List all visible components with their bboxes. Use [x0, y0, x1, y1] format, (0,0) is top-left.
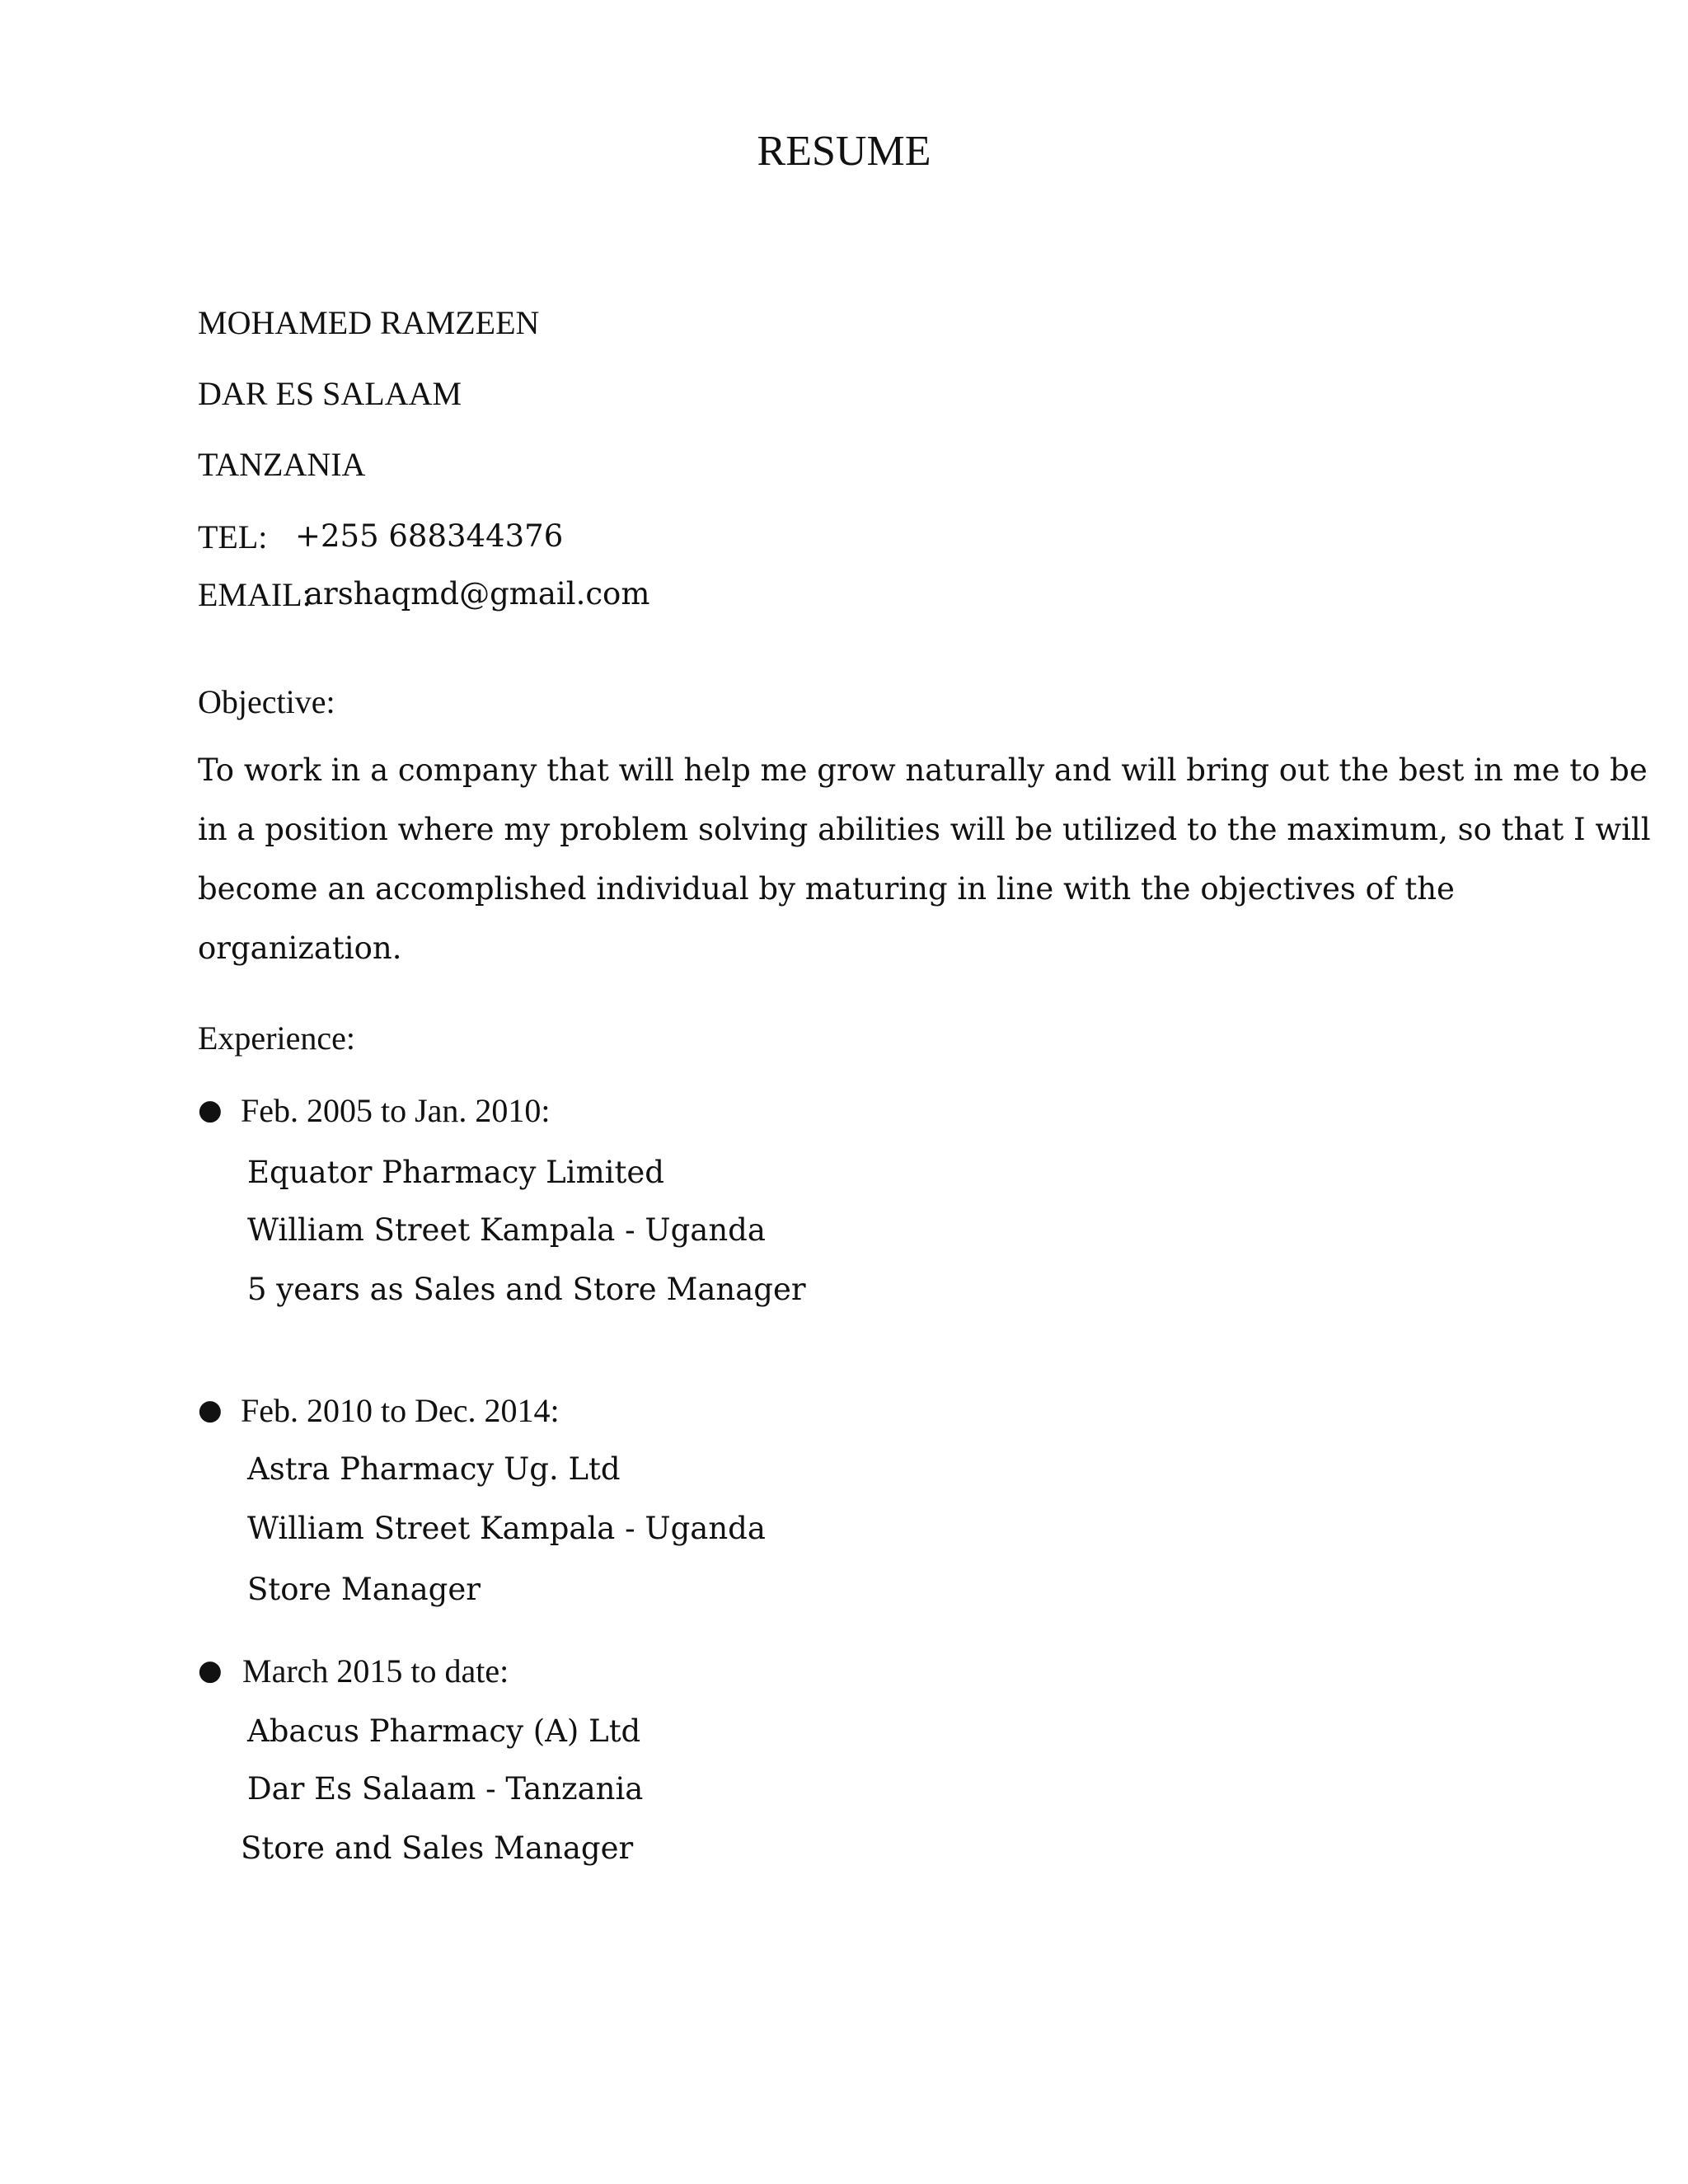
email-value: arshaqmd@gmail.com — [305, 576, 650, 612]
experience-company: Abacus Pharmacy (A) Ltd — [247, 1713, 641, 1749]
contact-name: MOHAMED RAMZEEN — [198, 304, 540, 341]
tel-value: +255 688344376 — [295, 518, 564, 554]
experience-company: Equator Pharmacy Limited — [247, 1155, 664, 1190]
bullet-icon: ● — [198, 1094, 223, 1127]
contact-country: TANZANIA — [198, 446, 366, 483]
email-label: EMAIL: — [198, 576, 312, 613]
page-title: RESUME — [757, 128, 931, 175]
experience-location: Dar Es Salaam - Tanzania — [247, 1771, 644, 1807]
experience-location: William Street Kampala - Uganda — [247, 1511, 766, 1546]
tel-label: TEL: — [198, 518, 268, 555]
objective-line: organization. — [198, 930, 402, 966]
experience-role: Store Manager — [247, 1572, 481, 1607]
bullet-icon: ● — [198, 1654, 223, 1687]
experience-period: March 2015 to date: — [242, 1652, 509, 1690]
experience-location: William Street Kampala - Uganda — [247, 1212, 766, 1248]
experience-role: Store and Sales Manager — [241, 1830, 634, 1866]
bullet-icon: ● — [198, 1394, 223, 1427]
objective-line: To work in a company that will help me grow naturally and will bring out the best in me to be — [198, 752, 1648, 788]
objective-heading: Objective: — [198, 683, 335, 720]
contact-city: DAR ES SALAAM — [198, 375, 462, 412]
objective-line: become an accomplished individual by maturing in line with the objectives of the — [198, 871, 1455, 907]
objective-line: in a position where my problem solving abilities will be utilized to the maximum, so that I will — [198, 812, 1651, 847]
experience-heading: Experience: — [198, 1019, 355, 1057]
experience-period: Feb. 2005 to Jan. 2010: — [241, 1092, 551, 1129]
experience-period: Feb. 2010 to Dec. 2014: — [241, 1392, 560, 1429]
experience-role: 5 years as Sales and Store Manager — [247, 1272, 806, 1307]
experience-company: Astra Pharmacy Ug. Ltd — [247, 1451, 621, 1487]
